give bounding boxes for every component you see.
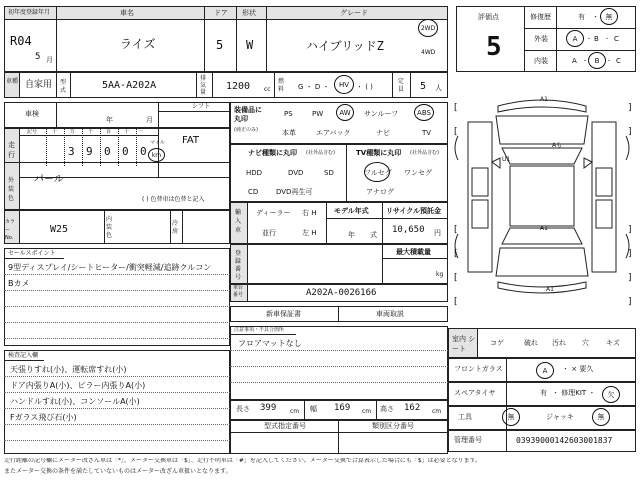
displacement: 1200 <box>226 81 251 92</box>
width: 169 <box>334 403 351 413</box>
equipment-title: 装備品に丸印 <box>234 106 262 123</box>
import-label: 輸入車 <box>235 209 242 234</box>
navi-dvd-play: DVD再生可 <box>276 188 313 196</box>
length-unit: cm <box>290 408 300 415</box>
equip-aw: AW <box>339 108 351 117</box>
tv-fullseg: フルセグ <box>364 169 392 177</box>
repair-no: 無 <box>605 12 613 21</box>
length-label: 長さ <box>236 405 250 413</box>
registration-label: 登録番号 <box>235 250 242 281</box>
navi-hdd: HDD <box>246 169 263 177</box>
model-year-label: モデル年式 <box>334 207 369 215</box>
navi-title: ナビ種類に丸印 <box>248 149 297 157</box>
sales-point-line-2: Bカメ <box>8 279 30 288</box>
shift-value: FAT <box>182 135 200 146</box>
capacity-unit: 人 <box>435 84 442 92</box>
sales-point-line-1: 9型ディスプレイ/シートヒーター/衝突軽減/追跡クルコン <box>8 263 212 272</box>
management-label: 管理番号 <box>454 436 482 444</box>
inspector-label: 検査記入欄 <box>8 352 39 359</box>
odo-digit-label-4: 百 <box>106 129 112 135</box>
repair-dot: ・ <box>592 13 599 21</box>
reg-month-unit: 月 <box>46 56 53 64</box>
inspector-line-2: ドア内張りA(小)、ピラー内張りA(小) <box>10 381 146 390</box>
drive-4wd: 4WD <box>421 49 436 56</box>
side-mark-9: ] <box>628 273 632 283</box>
front-glass-a: A <box>542 366 548 375</box>
navi-cd: CD <box>248 188 259 196</box>
repair-no-circle <box>600 8 618 25</box>
jack-value: 無 <box>597 413 605 421</box>
equip-airbag: エアバック <box>316 129 351 137</box>
equip-abs-circle <box>414 104 434 121</box>
chassis-label: 車台番号 <box>233 285 244 298</box>
odometer-label: 走行 <box>8 141 15 159</box>
chassis-number: A202A-0026166 <box>306 288 377 298</box>
odo-digit-label-6: 一 <box>138 129 144 135</box>
shape-label: 形状 <box>242 9 256 17</box>
repair-label: 修復歴 <box>530 13 551 21</box>
height: 162 <box>404 403 421 413</box>
car-name: ライズ <box>120 37 156 51</box>
color-code: W25 <box>50 224 69 235</box>
side-mark-0: [ <box>454 103 458 113</box>
spare-tire-yes: 有 <box>540 389 547 397</box>
odo-digit-label-3: 千 <box>88 129 94 135</box>
odo-digit-label-5: 十 <box>124 129 130 135</box>
capacity-label: 定員 <box>398 78 405 93</box>
navi-title-note: (社外品含む) <box>306 150 335 156</box>
navi-sd: SD <box>324 169 334 177</box>
drive-2wd-circle <box>418 19 438 37</box>
recycle-unit: 円 <box>434 229 441 237</box>
tv-oneseg: ワンセグ <box>404 169 432 177</box>
diagram-label-2: U1 <box>502 156 511 163</box>
side-mark-6: [ <box>454 249 458 259</box>
type-approval-label: 型式指定番号 <box>264 422 306 430</box>
displacement-label: 排気量 <box>200 75 207 96</box>
jack-label: ジャッキ <box>546 413 574 421</box>
diagram-label-1: A1 <box>540 225 548 232</box>
shape: W <box>246 38 254 52</box>
inspection-year-label: 年 <box>106 116 113 124</box>
grade-interior-b-circle <box>588 52 606 69</box>
inspector-line-4: Fガラス飛び石(小) <box>10 413 77 422</box>
color-code-label: カラー No. <box>5 219 16 241</box>
recycle-value: 10,650 <box>392 225 425 235</box>
side-mark-4: [ <box>454 225 458 235</box>
exterior-note: ( ) 色替車は色替と記入 <box>142 196 205 203</box>
fuel-options: G ・ D ・ <box>298 83 330 91</box>
grade-interior-label: 内装 <box>534 57 548 65</box>
spare-tire-missing-circle <box>602 386 620 403</box>
diagram-label-0: A1 <box>540 96 548 103</box>
warranty-new-car: 新車保証書 <box>266 310 301 318</box>
tv-analog: アナログ <box>366 188 394 196</box>
navi-dvd: DVD <box>288 169 304 177</box>
score: 5 <box>486 32 502 62</box>
footer-line-1: 走行距離の記号欄にメーター改ざん車は「*」、メーター交換車は「$」、走行不明車は「#」を記入してください。メーター交換で合算表示した場合にも「$」は必要となります。 <box>4 458 482 464</box>
max-load-label: 最大積載量 <box>396 248 431 256</box>
grade-interior-c: C <box>616 57 621 65</box>
seat-burn: コゲ <box>490 339 504 347</box>
spare-tire-label: スペアタイヤ <box>454 389 496 397</box>
grade-interior-a: A <box>572 57 577 65</box>
side-mark-11: ] <box>628 297 632 307</box>
model-year-unit: 年 <box>348 231 355 239</box>
car-diagram <box>448 76 636 326</box>
car-name-label: 車名 <box>120 9 134 17</box>
tv-title-note: (社外品含む) <box>410 150 439 156</box>
notes-box <box>230 326 448 400</box>
fuel-label: 燃料 <box>278 78 285 93</box>
side-mark-2: [ <box>454 127 458 137</box>
grade-exterior-c: C <box>614 35 619 43</box>
repair-yes: 有 <box>578 13 585 21</box>
side-mark-5: ] <box>628 225 632 235</box>
height-unit: cm <box>432 408 442 415</box>
odo-digit-3: 0 <box>104 145 111 158</box>
inspector-line-1: 天張りすれ(小)、運転席すれ(小) <box>10 365 127 374</box>
tools-value: 無 <box>507 413 515 421</box>
model: 5AA-A202A <box>102 80 157 91</box>
grade-exterior-a: A <box>572 34 578 43</box>
side-mark-8: [ <box>454 273 458 283</box>
side-mark-10: [ <box>454 297 458 307</box>
side-mark-1: ] <box>628 103 632 113</box>
coolant-label: 冷房 <box>172 220 179 235</box>
equipment-subtitle: (純正のみ) <box>234 127 258 133</box>
notes-value: フロアマットなし <box>238 339 302 348</box>
vehicle-type-label: 車種 <box>6 78 19 85</box>
grade-exterior-a-circle <box>566 30 584 47</box>
odo-digit-1: 3 <box>68 145 75 158</box>
class-number-label: 類別区分番号 <box>372 422 414 430</box>
grade-interior-b: B <box>594 56 600 65</box>
grade: ハイブリッドZ <box>306 39 384 53</box>
management-number: 03939000142603001837 <box>516 436 613 445</box>
reg-month: 5 <box>35 52 41 62</box>
warranty-manual: 車両取説 <box>376 310 404 318</box>
sales-points-label: セールスポイント <box>8 250 56 257</box>
equip-pw: PW <box>312 110 324 118</box>
tools-none-circle <box>502 408 520 426</box>
reg-year: R04 <box>10 34 32 48</box>
inspection-month-label: 月 <box>146 116 153 124</box>
equip-tv: TV <box>422 129 432 137</box>
vehicle-type: 自家用 <box>25 80 53 90</box>
side-mark-7: ] <box>628 249 632 259</box>
length: 399 <box>260 403 277 413</box>
import-left: 左 H <box>302 229 317 237</box>
odo-km-circle <box>148 148 165 162</box>
odo-digit-5: 0 <box>140 145 147 158</box>
type-approval-box <box>230 420 448 454</box>
width-label: 幅 <box>310 405 317 413</box>
import-dealer: ディーラー <box>256 209 291 217</box>
odo-digit-label-2: 万 <box>70 129 76 135</box>
color-code-box <box>4 210 230 244</box>
equip-ps: PS <box>284 110 293 118</box>
tools-label: 工具 <box>458 413 472 421</box>
seat-tear: 破れ <box>524 339 538 347</box>
side-mark-3: ] <box>628 127 632 137</box>
fuel-hv-circle <box>334 75 354 94</box>
seat-stain: 汚れ <box>552 339 566 347</box>
warranty-box <box>230 306 448 322</box>
exterior-color: パール <box>34 174 64 185</box>
front-glass-label: フロントガラス <box>454 365 503 373</box>
drive-2wd: 2WD <box>420 24 436 32</box>
grade-exterior-label: 外装 <box>534 35 548 43</box>
max-load-unit: kg <box>436 271 444 278</box>
seat-hole: 穴 <box>582 339 589 347</box>
seat-scratch: キズ <box>606 339 620 347</box>
grade-exterior-b: B <box>594 35 599 43</box>
odo-digit-label-1: 十 <box>52 129 58 135</box>
recycle-label: リサイクル預託金 <box>386 207 442 215</box>
grade-label: グレード <box>340 9 368 17</box>
inspector-line-3: ハンドルすれ(小)、コンソールA(小) <box>10 397 140 406</box>
equip-abs: ABS <box>417 108 431 117</box>
tv-title: TV種類に丸印 <box>356 149 402 157</box>
diagram-label-3: Aも <box>552 142 563 149</box>
import-parallel: 並行 <box>262 229 276 237</box>
front-glass-a-circle <box>536 362 554 379</box>
equip-navi: ナビ <box>376 129 390 137</box>
equip-sunroof: サンルーフ <box>364 110 399 118</box>
front-glass-other: ・ × 要久 <box>562 365 594 373</box>
equip-aw-circle <box>336 104 354 121</box>
diagram-label-4: A1 <box>546 286 554 293</box>
fuel-selected: HV <box>338 80 350 89</box>
spare-tire-kit: ・ 修理KIT ・ <box>552 389 596 397</box>
odo-digit-2: 9 <box>86 145 93 158</box>
odo-digit-4: 0 <box>122 145 129 158</box>
inspection-label: 車検 <box>25 110 39 118</box>
odo-unit-km: km <box>151 151 162 159</box>
fuel-other: ・ ( ) <box>356 83 373 91</box>
notes-label: 注意事項・不具合箇所 <box>234 327 285 333</box>
jack-none-circle <box>592 408 610 426</box>
footer-line-2: またメーター交換の条件を満たしていないものはメーター改ざん車扱いとなります。 <box>4 468 232 475</box>
doors: 5 <box>216 38 224 52</box>
shift-label: シフト <box>192 103 211 110</box>
spare-tire-missing: 欠 <box>607 390 615 399</box>
displacement-unit: cc <box>264 86 271 93</box>
interior-color-label: 内装色 <box>106 216 113 239</box>
width-unit: cm <box>362 408 372 415</box>
model-year-unit2: 式 <box>370 231 377 239</box>
capacity: 5 <box>420 81 427 92</box>
exterior-label: 外装色 <box>8 177 15 202</box>
model-label: 型式 <box>60 79 67 94</box>
import-right: 右 H <box>302 209 317 217</box>
odo-unit-mile: マイル <box>150 140 165 146</box>
equip-leather: 本革 <box>282 129 296 137</box>
door-label: ドア <box>214 9 228 17</box>
score-label: 評価点 <box>478 13 499 21</box>
odo-digit-label-0: 記号 <box>27 129 38 135</box>
reg-date-label: 初年度登録年月 <box>8 9 51 16</box>
height-label: 高さ <box>380 405 394 413</box>
seats-label: 室内 シート <box>452 335 476 353</box>
